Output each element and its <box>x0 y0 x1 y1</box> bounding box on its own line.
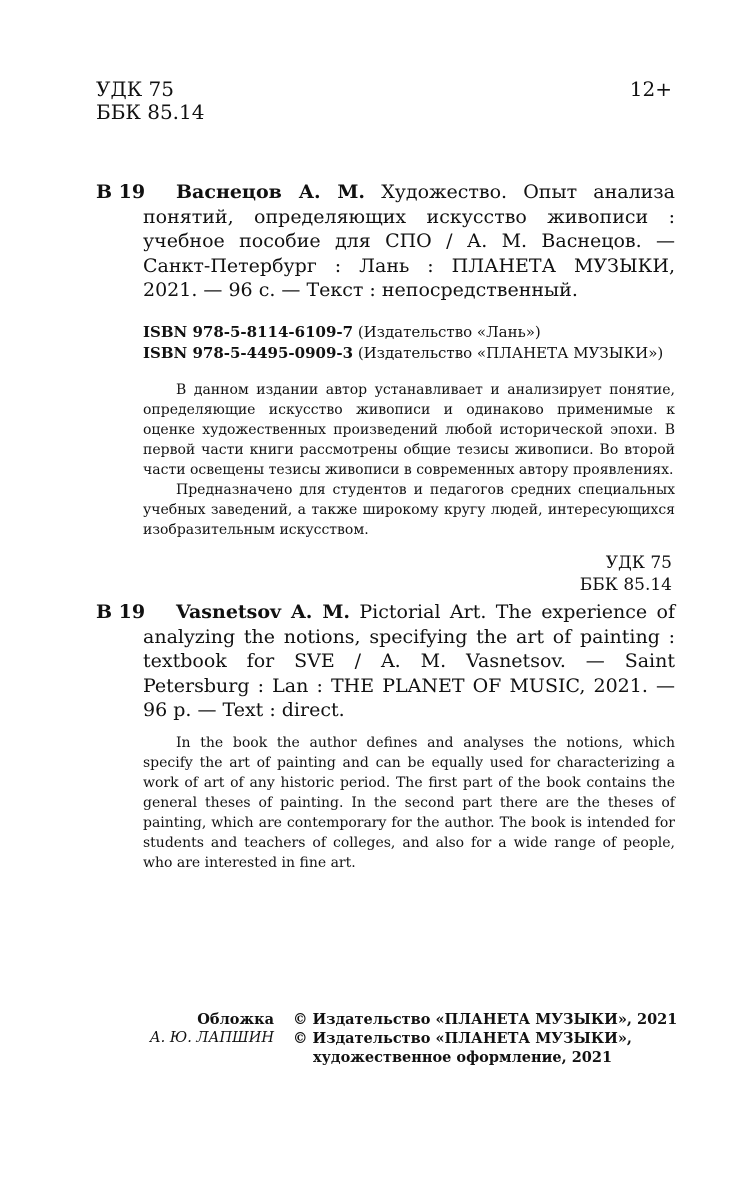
ru-entry-code: В 19 <box>96 181 146 203</box>
copyright-line-1: © Издательство «ПЛАНЕТА МУЗЫКИ», 2021 <box>293 1011 678 1028</box>
isbn-2: ISBN 978-5-4495-0909-3 <box>143 344 354 362</box>
right-classification <box>472 552 672 596</box>
isbn-1: ISBN 978-5-8114-6109-7 <box>143 323 354 341</box>
ru-annotation <box>143 380 675 540</box>
ru-entry <box>143 180 675 303</box>
ru-entry-author: Васнецов А. М. <box>176 181 366 203</box>
copyright-line-3: художественное оформление, 2021 <box>313 1049 613 1066</box>
isbn-line-2 <box>143 343 703 364</box>
en-entry-text: Pictorial Art. The experience of analyzing the notions, specifying the art of painting : textbook for SVE / A. M. Vasnetsov. — Saint Petersburg : Lan : THE PLANET OF MUSIC, 2021. — 96 p. — Text : direct. <box>143 601 675 721</box>
isbn-1-publisher: (Издательство «Лань») <box>357 323 541 341</box>
cover-credit <box>96 1010 274 1048</box>
cover-label: Обложка <box>197 1011 274 1028</box>
ru-annotation-p1: В данном издании автор устанавливает и анализирует понятие, определяющие искусство живописи и одинаково применимые к оценке художественных произведений любой исторической эпохи. В первой части книги рассмотрены общие тезисы живописи. Во второй части освещены тезисы живописи в современных автору проявлениях. <box>143 382 675 478</box>
en-entry-code: В 19 <box>96 601 146 623</box>
right-udk: УДК 75 <box>605 553 672 573</box>
age-rating: 12+ <box>629 77 672 101</box>
copyright-line-2: © Издательство «ПЛАНЕТА МУЗЫКИ», <box>293 1030 632 1047</box>
udk-code: УДК 75 <box>96 77 174 101</box>
isbn-block <box>143 322 703 364</box>
en-annotation <box>143 733 675 873</box>
en-entry-author: Vasnetsov A. M. <box>176 601 350 623</box>
bbk-code: ББК 85.14 <box>96 100 205 124</box>
ru-entry-text: Художество. Опыт анализа понятий, определяющих искусство живописи : учебное пособие для СПО / А. М. Васнецов. — Санкт-Петербург : Лань : ПЛАНЕТА МУЗЫКИ, 2021. — 96 с. — Текст : непосредственный. <box>143 181 675 301</box>
en-entry <box>143 600 675 723</box>
cover-artist: А. Ю. ЛАПШИН <box>149 1030 274 1046</box>
copyright-block <box>293 1010 693 1067</box>
isbn-2-publisher: (Издательство «ПЛАНЕТА МУЗЫКИ») <box>357 344 664 362</box>
right-bbk: ББК 85.14 <box>579 575 672 595</box>
ru-annotation-p2: Предназначено для студентов и педагогов средних специальных учебных заведений, а также широкому кругу людей, интересующихся изобразительным искусством. <box>143 482 675 538</box>
isbn-line-1 <box>143 322 703 343</box>
en-annotation-p1: In the book the author defines and analyses the notions, which specify the art of painting and can be equally used for characterizing a work of art of any historic period. The first part of the book contains the general theses of painting. In the second part there are the theses of painting, which are contemporary for the author. The book is intended for students and teachers of colleges, and also for a wide range of people, who are interested in fine art. <box>143 735 675 871</box>
header-classification <box>96 78 205 124</box>
